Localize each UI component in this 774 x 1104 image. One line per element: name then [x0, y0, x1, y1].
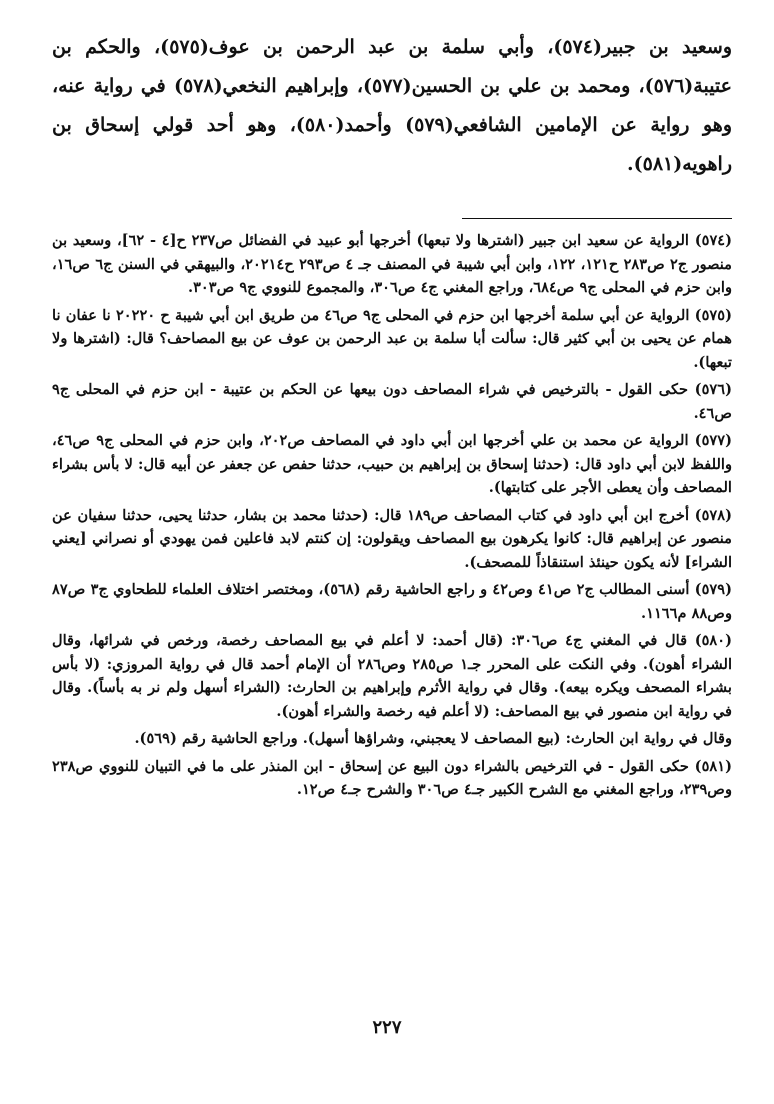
footnote-number: (٥٧٥) — [694, 306, 732, 324]
footnote-text: الرواية عن أبي سلمة أخرجها ابن حزم في المحلى ج٩ ص٤٦ من طريق ابن أبي شيبة ح ٢٠٢٢٠ نا عفان نا همام عن يحيى بن أبي كثير قال: سألت أبا سلمة بن عبد الرحمن بن عوف عن بيع المصاحف؟ قال: (اشترها ولا تبعها). — [52, 306, 732, 371]
footnote-continuation — [52, 727, 732, 751]
footnote-text: أسنى المطالب ج٢ ص٤١ وص٤٢ و راجع الحاشية رقم (٥٦٨)، ومختصر اختلاف العلماء للطحاوي ج٣ ص٨٧ وص٨٨ م١١٦٦. — [52, 581, 732, 622]
footnote — [52, 429, 732, 500]
footnote-number: (٥٧٩) — [694, 581, 732, 598]
page-content — [52, 28, 732, 806]
footnote — [52, 629, 732, 723]
footnote-number: (٥٨٠) — [694, 632, 733, 649]
footnote — [52, 578, 732, 625]
footnote-number: (٥٧٤) — [694, 232, 733, 249]
footnote-number: (٥٨١) — [694, 757, 732, 775]
footnote-separator — [462, 218, 732, 219]
footnote-text: حكى القول - في الترخيص بالشراء دون البيع عن إسحاق - ابن المنذر على ما في التبيان للنووي ص٢٣٨ وص٢٣٩، وراجع المغني مع الشرح الكبير جـ٤ ص٣٠٦ والشرح جـ٤ ص١٢. — [52, 757, 732, 798]
footnote-text: وقال في رواية ابن الحارث: (بيع المصاحف لا يعجبني، وشراؤها أسهل). وراجع الحاشية رقم (٥٦٩). — [134, 730, 732, 747]
footnotes-list — [52, 229, 732, 802]
footnote-number: (٥٧٧) — [694, 432, 732, 449]
footnote-text: الرواية عن محمد بن علي أخرجها ابن أبي داود في المصاحف ص٢٠٢، وابن حزم في المحلى ج٩ ص٤٦، واللفظ لابن أبي داود قال: (حدثنا إسحاق بن إبراهيم بن حبيب، حدثنا حفص عن جعفر عن أبيه قال: لا بأس بشراء المصاحف وأن يعطى الأجر على كتابتها). — [52, 432, 732, 496]
main-text — [52, 28, 732, 184]
footnote-text: الرواية عن سعيد ابن جبير (اشترها ولا تبعها) أخرجها أبو عبيد في الفضائل ص٢٣٧ ح[٤ - ٦٢]، وسعيد بن منصور ج٢ ص٢٨٣ ح١٢١، ١٢٢، وابن أبي شيبة في المصنف جـ ٤ ص٢٩٣ ح٢٠٢١٤، والبيهقي في السنن ج٦ ص١٦، وابن حزم في المحلى ج٩ ص٦٨٤، وراجع المغني ج٤ ص٣٠٦، والمجموع للنووي ج٩ ص٣٠٣. — [52, 232, 732, 296]
footnote — [52, 304, 732, 375]
footnote-number: (٥٧٨) — [694, 506, 732, 524]
footnote-number: (٥٧٦) — [694, 381, 732, 398]
footnote — [52, 755, 732, 802]
main-paragraph: وسعيد بن جبير(٥٧٤)، وأبي سلمة بن عبد الرحمن بن عوف(٥٧٥)، والحكم بن عتيبة(٥٧٦)، ومحمد بن علي بن الحسين(٥٧٧)، وإبراهيم النخعي(٥٧٨) في رواية عنه، وهو رواية عن الإمامين الشافعي(٥٧٩) وأحمد(٥٨٠)، وهو أحد قولي إسحاق بن راهويه(٥٨١). — [52, 36, 733, 175]
footnote-text: حكى القول - بالترخيص في شراء المصاحف دون بيعها عن الحكم بن عتيبة - ابن حزم في المحلى ج٩ ص٤٦. — [52, 381, 732, 422]
footnote — [52, 229, 732, 300]
footnote-text: أخرج ابن أبي داود في كتاب المصاحف ص١٨٩ قال: (حدثنا محمد بن بشار، حدثنا يحيى، حدثنا سفيان عن منصور عن إبراهيم قال: كانوا يكرهون بيع المصاحف ويقولون: إن كنتم لابد فاعلين فمن يهودي أو نصراني [يعني الشراء] لأنه يكون حينئذ استنقاذاً للمصحف). — [52, 506, 732, 571]
footnote-text: قال في المغني ج٤ ص٣٠٦: (قال أحمد: لا أعلم في بيع المصاحف رخصة، ورخص في شرائها، وقال الشراء أهون). وفي النكت على المحرر جـ١ ص٢٨٥ وص٢٨٦ أن الإمام أحمد قال في رواية المروزي: (لا بأس بشراء المصحف ويكره بيعه). وقال في رواية الأثرم وإبراهيم بن الحارث: (الشراء أسهل ولم نر به بأساً). وقال في رواية ابن منصور في بيع المصاحف: (لا أعلم فيه رخصة والشراء أهون). — [52, 632, 733, 720]
page-number: ٢٢٧ — [372, 1017, 402, 1038]
footnote — [52, 378, 732, 425]
footnote — [52, 504, 732, 575]
